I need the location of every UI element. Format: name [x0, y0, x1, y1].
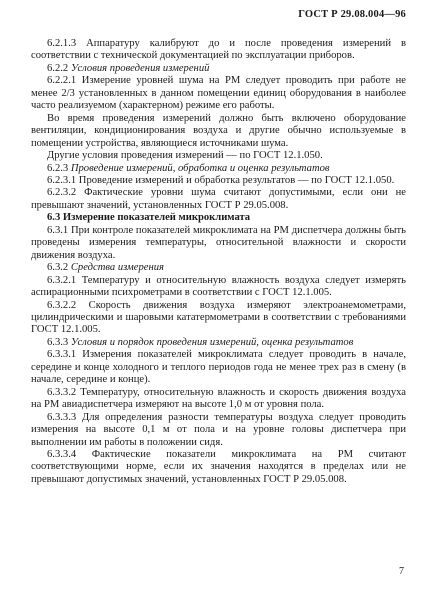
paragraph-ventilation [31, 113, 406, 150]
paragraph-text: Фактические уровни шума считают допустимыми, если они не превышают значений, установленных ГОСТ Р 29.05.008. [31, 187, 406, 211]
paragraph-6-3-3-2 [31, 387, 406, 412]
paragraph-6-3-2-1 [31, 275, 406, 300]
clause-number: 6.2.3.1 [47, 174, 77, 186]
clause-number: 6.2.2 [47, 62, 69, 74]
clause-number: 6.3.3.2 [47, 386, 77, 398]
paragraph-6-3-3-3 [31, 412, 406, 449]
paragraph-text: Во время проведения измерений должно быть включено оборудование вентиляции, кондиционирования воздуха и другие обычно используемые в помещении устройства, являющиеся источниками шума. [31, 112, 406, 149]
paragraph-text: Аппаратуру калибруют до и после проведения измерений в соответствии с технической документацией по эксплуатации приборов. [31, 38, 406, 62]
paragraph-text: Температуру и относительную влажность воздуха следует измерять аспирационными психрометрами в соответствии с ГОСТ 12.1.005. [31, 274, 406, 299]
clause-number: 6.3.3.3 [47, 411, 77, 423]
clause-number: 6.3.1 [47, 224, 69, 236]
subheading-6-2-2 [31, 63, 406, 75]
subheading-6-2-3 [31, 163, 406, 175]
clause-number: 6.3 [47, 212, 61, 224]
page-number: 7 [399, 566, 404, 577]
paragraph-6-2-3-1 [31, 175, 406, 187]
clause-number: 6.2.1.3 [47, 38, 77, 49]
clause-number: 6.3.2 [47, 262, 69, 274]
clause-number: 6.3.2.2 [47, 299, 77, 311]
heading-6-3 [31, 212, 406, 224]
paragraph-text: При контроле показателей микроклимата на РМ диспетчера должны быть проведены измерения температуры, относительной влажности и скорости движения воздуха. [31, 224, 406, 261]
paragraph-6-3-3-1 [31, 349, 406, 386]
paragraph-text: Проведение измерений и обработка результатов — по ГОСТ 12.1.050. [78, 174, 395, 186]
subheading-6-3-2 [31, 262, 406, 274]
paragraph-6-2-2-1 [31, 75, 406, 112]
section-heading: Средства измерения [70, 262, 164, 274]
paragraph-6-2-1-3 [31, 38, 406, 63]
document-header: ГОСТ Р 29.08.004—96 [298, 9, 406, 20]
section-heading: Измерение показателей микроклимата [62, 212, 251, 224]
clause-number: 6.3.3 [47, 336, 69, 348]
paragraph-text: Фактические показатели микроклимата на РМ считают соответствующими норме, если их значения находятся в пределах или не превышают допустимых значений, установленных ГОСТ Р 29.05.008. [31, 448, 406, 485]
paragraph-6-3-2-2 [31, 300, 406, 337]
paragraph-text: Температуру, относительную влажность и скорость движения воздуха на РМ авиадиспетчера измеряют на высоте 1,0 м от уровня пола. [31, 386, 406, 411]
paragraph-6-3-1 [31, 225, 406, 262]
section-heading: Условия и порядок проведения измерений, оценка результатов [70, 336, 354, 348]
paragraph-text: Скорость движения воздуха измеряют электроанемометрами, цилиндрическими и шаровыми кататермометрами в соответствии с требованиями ГОСТ 12.1.005. [31, 299, 406, 336]
clause-number: 6.3.3.1 [47, 349, 77, 361]
paragraph-other-conditions [31, 150, 406, 162]
clause-number: 6.2.3.2 [47, 187, 77, 199]
clause-number: 6.2.3 [47, 162, 69, 174]
paragraph-text: Измерения показателей микроклимата следует проводить в начале, середине и конце холодного и теплого периодов года не менее трех раз в смену (в начале, середине и конце). [31, 349, 406, 386]
clause-number: 6.2.2.1 [47, 75, 77, 87]
document-body [31, 38, 406, 486]
subheading-6-3-3 [31, 337, 406, 349]
clause-number: 6.3.2.1 [47, 274, 77, 286]
paragraph-text: Измерение уровней шума на РМ следует проводить при работе не менее 2/3 установленных в данном помещении единиц оборудования в наиболее часто реализуемом (характерном) режиме его работы. [31, 75, 406, 112]
clause-number: 6.3.3.4 [47, 448, 77, 460]
section-heading: Проведение измерений, обработка и оценка результатов [70, 162, 330, 174]
paragraph-text: Другие условия проведения измерений — по ГОСТ 12.1.050. [47, 150, 323, 162]
paragraph-6-3-3-4 [31, 449, 406, 486]
section-heading: Условия проведения измерений [70, 62, 210, 74]
paragraph-6-2-3-2 [31, 187, 406, 212]
paragraph-text: Для определения разности температуры воздуха следует проводить измерения на высоте 0,1 м от пола и на уровне головы диспетчера при выполнении им работы в положении сидя. [31, 411, 407, 448]
